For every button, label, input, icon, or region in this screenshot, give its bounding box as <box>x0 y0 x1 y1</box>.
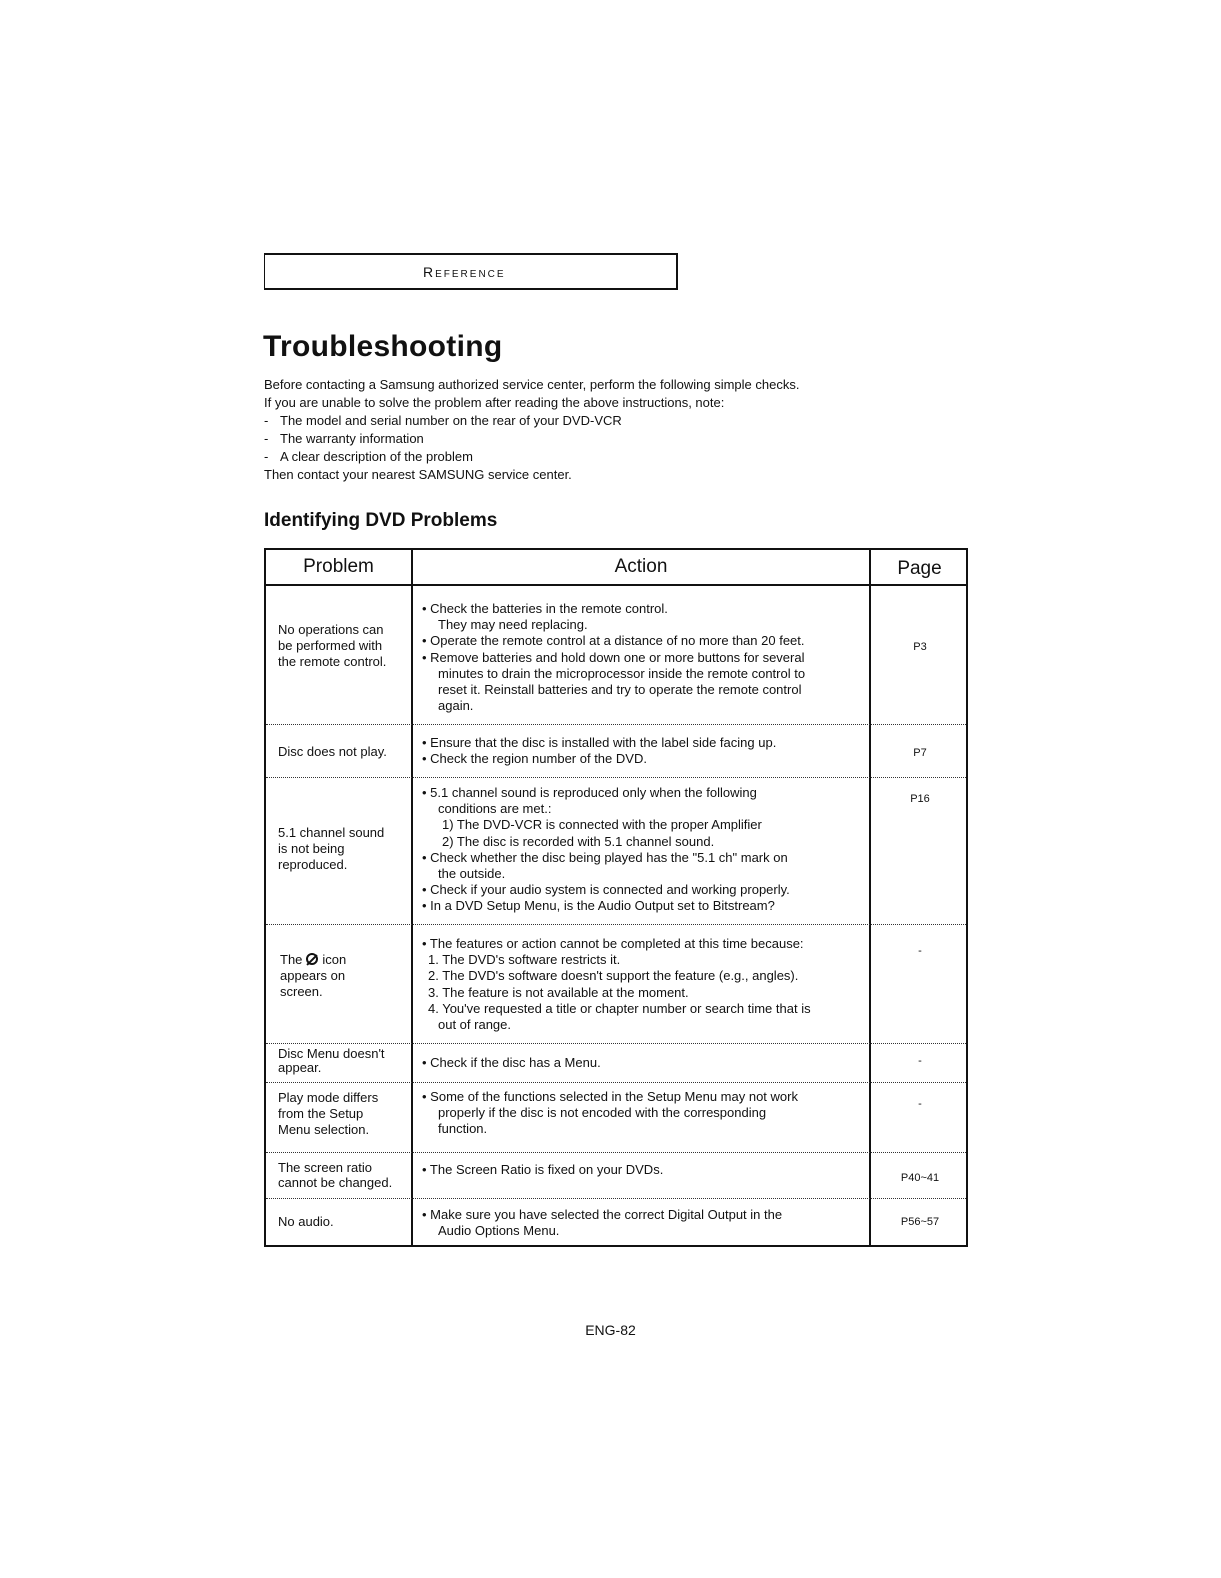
page-title: Troubleshooting <box>263 330 503 363</box>
column-divider <box>411 550 413 1245</box>
intro-bullet: - The model and serial number on the rear of your DVD-VCR <box>264 413 622 428</box>
problem-cell: Disc Menu doesn't appear. <box>278 1046 385 1075</box>
row-divider <box>266 1198 966 1199</box>
header-action: Action <box>614 556 668 577</box>
page-cell: - <box>918 1098 922 1110</box>
page-cell: P7 <box>913 747 927 759</box>
intro-bullet: - The warranty information <box>264 431 424 446</box>
problem-cell: Play mode differs from the Setup Menu selection. <box>278 1090 379 1137</box>
header-divider <box>266 584 966 586</box>
page-cell: - <box>918 945 922 957</box>
page-number: ENG-82 <box>585 1322 636 1338</box>
section-subtitle: Identifying DVD Problems <box>264 510 498 531</box>
intro-line: Before contacting a Samsung authorized service center, perform the following simple checks. <box>264 377 800 392</box>
page-cell: P3 <box>913 641 927 653</box>
problem-cell: 5.1 channel sound is not being reproduced. <box>278 825 385 872</box>
row-divider <box>266 1082 966 1083</box>
action-cell: • Make sure you have selected the correct Digital Output in the Audio Options Menu. <box>422 1207 783 1239</box>
row-divider <box>266 924 966 925</box>
header-page: Page <box>897 558 942 579</box>
action-cell: • Check the batteries in the remote control. They may need replacing. • Operate the remote control at a distance of no more than 20 feet. • Remove batteries and hold down one or more buttons for several minutes to drain the microprocessor inside the remote control to reset it. Reinstall batteries and try to operate the remote control again. <box>422 601 806 714</box>
problem-cell: The screen ratio cannot be changed. <box>278 1160 393 1190</box>
header-problem: Problem <box>303 556 374 577</box>
page-cell: P56~57 <box>900 1216 940 1228</box>
row-divider <box>266 724 966 725</box>
action-cell: • Ensure that the disc is installed with the label side facing up. • Check the region number of the DVD. <box>422 735 777 767</box>
row-divider <box>266 777 966 778</box>
row-divider <box>266 1152 966 1153</box>
page-cell: - <box>918 1055 922 1067</box>
action-cell: • 5.1 channel sound is reproduced only when the following conditions are met.: 1) The DVD-VCR is connected with the proper Amplifier 2) The disc is recorded with 5.1 channel sound. • Check whether the disc being played has the "5.1 ch" mark on the outside. • Check if your audio system is connected and working properly. • In a DVD Setup Menu, is the Audio Output set to Bitstream? <box>422 785 790 914</box>
problem-cell: The icon appears on screen. <box>280 952 347 999</box>
action-cell: • The Screen Ratio is fixed on your DVDs. <box>422 1162 664 1177</box>
action-cell: • Check if the disc has a Menu. <box>422 1055 601 1070</box>
row-divider <box>266 1043 966 1044</box>
intro-closing: Then contact your nearest SAMSUNG service center. <box>264 467 572 482</box>
prohibited-icon <box>306 953 318 965</box>
section-label: Reference <box>423 264 506 280</box>
action-cell: • The features or action cannot be completed at this time because: 1. The DVD's software restricts it. 2. The DVD's software doesn't support the feature (e.g., angles). 3. The feature is not available at the moment. 4. You've requested a title or chapter number or search time that is out of range. <box>422 936 811 1033</box>
page-cell: P40~41 <box>900 1172 940 1184</box>
troubleshooting-table <box>264 548 968 1247</box>
intro-bullet: - A clear description of the problem <box>264 449 473 464</box>
intro-text <box>264 376 884 484</box>
page-cell: P16 <box>910 793 930 805</box>
action-cell: • Some of the functions selected in the Setup Menu may not work properly if the disc is not encoded with the corresponding function. <box>422 1089 798 1137</box>
problem-cell: No audio. <box>278 1214 334 1229</box>
column-divider <box>869 550 871 1245</box>
problem-cell: No operations can be performed with the remote control. <box>278 622 387 669</box>
intro-line: If you are unable to solve the problem after reading the above instructions, note: <box>264 395 725 410</box>
problem-cell: Disc does not play. <box>278 744 387 759</box>
section-header-box <box>264 253 678 290</box>
